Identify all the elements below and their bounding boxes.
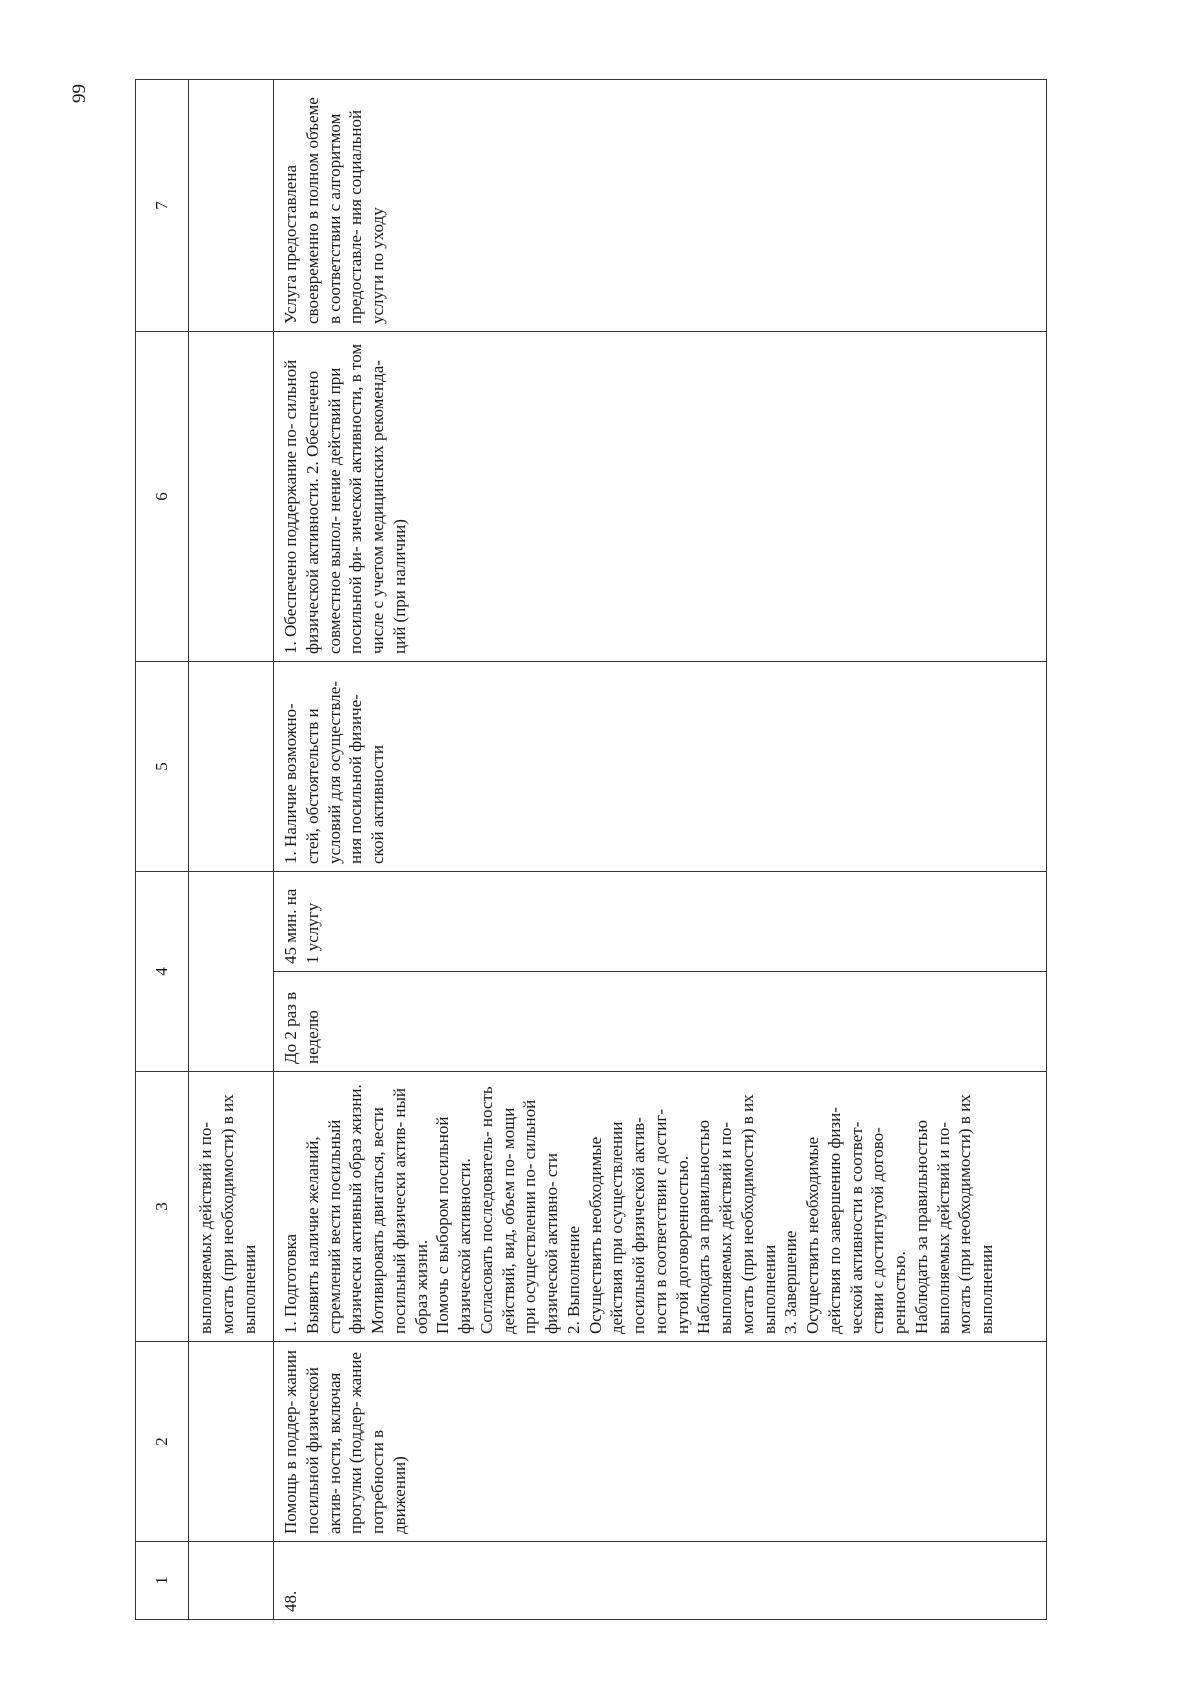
page-number: 99 bbox=[69, 84, 90, 103]
rotated-page bbox=[69, 80, 1080, 1620]
procedure-line: Помочь с выбором посильной физической активности. bbox=[433, 1116, 474, 1334]
procedure-line: Наблюдать за правильностью выполняемых действий и по- могать (при необходимости) в их выполнении bbox=[694, 1094, 779, 1334]
services-table bbox=[135, 79, 1047, 1620]
service-name: Помощь в поддер- жании посильной физической актив- ности, включая прогулки (поддер- жание потребности в движении) bbox=[274, 1342, 1047, 1542]
quality-cell: Услуга предоставлена своевременно в полном объеме в соответствии с алгоритмом предоставле- ния социальной услуги по уходу bbox=[274, 80, 1047, 332]
cont-cell-2 bbox=[189, 1342, 274, 1542]
header-col-5: 5 bbox=[136, 662, 189, 872]
cont-cell-1 bbox=[189, 1542, 274, 1620]
procedure-line: Мотивировать двигаться, вести посильный физически актив- ный образ жизни. bbox=[368, 1087, 431, 1334]
cont-cell-5 bbox=[189, 662, 274, 872]
procedure-line: Осуществить необходимые действия по завершению физи- ческой активности в соответ- ствии с достигнутой догово- ренностью. bbox=[803, 1107, 909, 1334]
procedure-line: Осуществить необходимые действия при осуществлении посильной физической актив- ности в соответствии с достиг- нутой договоренностью. bbox=[585, 1108, 692, 1334]
row-number: 48. bbox=[274, 1542, 1047, 1620]
header-col-6: 6 bbox=[136, 332, 189, 662]
procedure-line: 1. Подготовка bbox=[281, 1233, 300, 1334]
continuation-row bbox=[189, 80, 274, 1620]
header-row bbox=[136, 80, 189, 1620]
procedure-line: 3. Завершение bbox=[781, 1230, 801, 1334]
cont-cell-7 bbox=[189, 80, 274, 332]
procedure-line: Выявить наличие желаний, стремлений вести посильный физически активный образ жизни. bbox=[302, 1084, 366, 1334]
conditions-cell: 1. Наличие возможно- стей, обстоятельств и условий для осуществле- ния посильной физиче- ской активности bbox=[274, 662, 1047, 872]
cont-cell-6 bbox=[189, 332, 274, 662]
header-col-4: 4 bbox=[136, 872, 189, 1072]
procedure-line: Наблюдать за правильностью выполняемых действий и по- могать (при необходимости) в их выполнении bbox=[911, 1094, 996, 1334]
procedure-line: 2. Выполнение bbox=[563, 1225, 583, 1334]
header-col-1: 1 bbox=[136, 1542, 189, 1620]
duration-cell: 45 мин. на 1 услугу bbox=[274, 872, 1047, 972]
procedure-cell bbox=[274, 1072, 1047, 1342]
header-col-2: 2 bbox=[136, 1342, 189, 1542]
header-col-7: 7 bbox=[136, 80, 189, 332]
cont-cell-3: выполняемых действий и по- могать (при необходимости) в их выполнении bbox=[189, 1072, 274, 1342]
cont-cell-4 bbox=[189, 872, 274, 1072]
results-cell: 1. Обеспечено поддержание по- сильной физической активности. 2. Обеспечено совместное выпол- нение действий при посильной фи- зической активности, в том числе с учетом медицинских рекоменда- ций (при наличии) bbox=[274, 332, 1047, 662]
frequency-cell: До 2 раз в неделю bbox=[274, 972, 1047, 1072]
procedure-line: Согласовать последователь- ность действий, вид, объем по- мощи при осуществлении по- сильной физической активно- сти bbox=[476, 1086, 561, 1334]
header-col-3: 3 bbox=[136, 1072, 189, 1342]
table-row bbox=[274, 80, 1047, 1620]
